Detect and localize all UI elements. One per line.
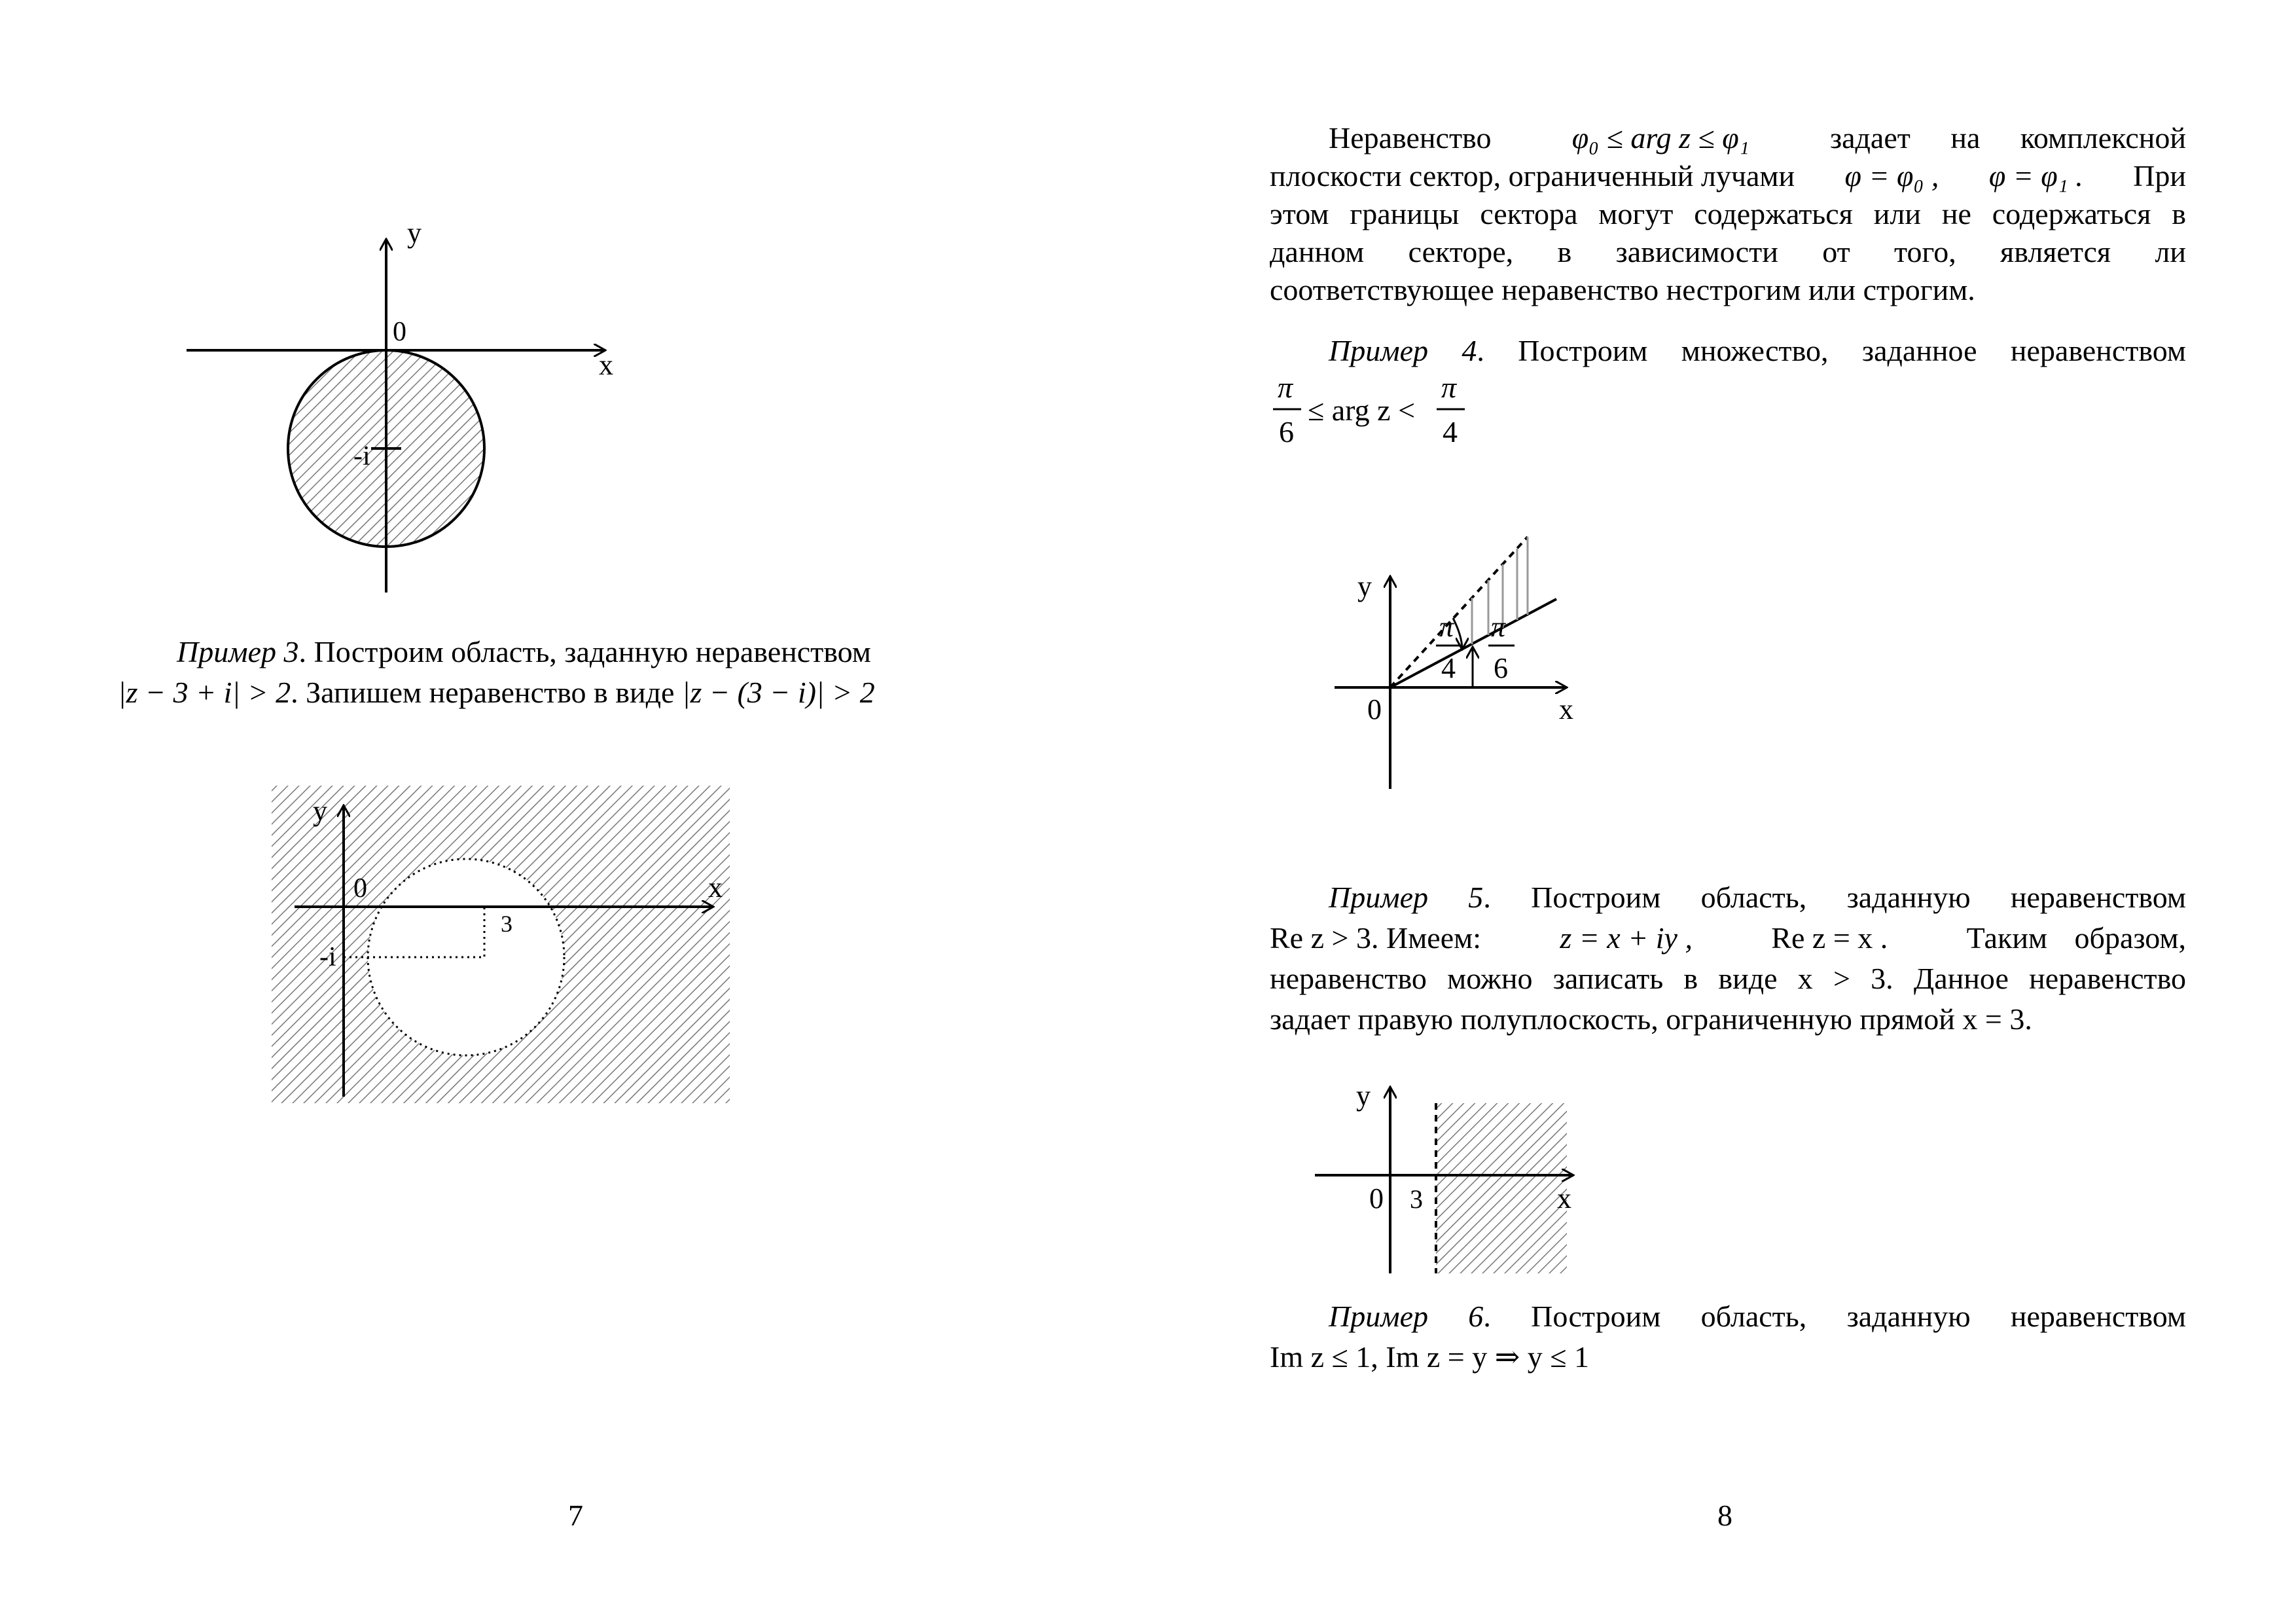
x-label: x — [599, 349, 613, 381]
x-label: x — [708, 871, 723, 903]
origin-label: 0 — [353, 873, 367, 903]
example-3-line2: . Запишем неравенство в виде — [291, 676, 675, 709]
intro-rest1: задает на комплексной — [1829, 121, 2186, 155]
intro-paragraph — [1270, 119, 2186, 309]
example-3-inequality-2: |z − (3 − i)| > 2 — [681, 676, 875, 709]
pi-label-4: π — [1439, 611, 1454, 643]
right-page — [1148, 0, 2296, 1623]
intro-line2a: плоскости сектор, ограниченный лучами — [1270, 159, 1795, 192]
figure-circle-tangent — [177, 223, 635, 602]
example-3-inequality: |z − 3 + i| > 2 — [118, 676, 291, 709]
intro-formula-phi0: φ = φ₀ , — [1844, 159, 1939, 192]
origin-label: 0 — [1367, 693, 1382, 725]
pi-numerator-2: π — [1441, 371, 1457, 404]
pi-numerator-1: π — [1278, 371, 1293, 404]
arg-relation: ≤ arg z < — [1308, 393, 1416, 427]
example-4-label: Пример 4 — [1329, 334, 1477, 367]
intro-line4: данном секторе, в зависимости от того, является ли — [1270, 235, 2186, 268]
example-3-line1: . Построим область, заданную неравенством — [298, 635, 871, 668]
intro-formula: φ₀ ≤ arg z ≤ φ₁ — [1571, 121, 1749, 155]
intro-formula-phi1: φ = φ₁ . — [1988, 159, 2083, 192]
page-number: 8 — [1717, 1499, 1732, 1532]
three-label: 3 — [501, 911, 512, 937]
denominator-four: 4 — [1443, 415, 1458, 448]
page-number: 7 — [568, 1499, 583, 1532]
y-label: y — [313, 795, 327, 827]
example-4-formula — [1270, 370, 1479, 455]
example-4-text — [1270, 331, 2186, 371]
example-5-re: Re z > 3 — [1270, 921, 1371, 955]
denominator-six: 6 — [1279, 415, 1294, 448]
example-6-line1: . Построим область, заданную неравенством — [1483, 1300, 2186, 1333]
six-label: 6 — [1494, 652, 1508, 684]
y-label: y — [1357, 570, 1372, 602]
example-4-line1: . Построим множество, заданное неравенством — [1477, 334, 2186, 367]
origin-label: 0 — [1369, 1182, 1384, 1214]
three-label: 3 — [1410, 1184, 1423, 1214]
example-5-line3: неравенство можно записать в виде x > 3. Данное неравенство — [1270, 962, 2186, 995]
example-6-label: Пример 6 — [1329, 1300, 1484, 1333]
example-5-z: z = x + iy , — [1560, 921, 1693, 955]
example-5-line4: задает правую полуплоскость, ограниченную прямой x = 3. — [1270, 1002, 2032, 1036]
figure-exterior-of-circle — [268, 782, 740, 1110]
hatched-half-plane — [1436, 1103, 1567, 1273]
origin-label: 0 — [393, 317, 406, 347]
intro-word: Неравенство — [1329, 121, 1492, 155]
y-label: y — [1356, 1080, 1371, 1112]
example-6-text — [1270, 1296, 2186, 1377]
example-5-have: . Имеем: — [1371, 921, 1482, 955]
minus-i-label: -i — [319, 942, 336, 972]
example-3-text — [118, 632, 1034, 713]
figure-sector — [1331, 524, 1606, 792]
example-3-label: Пример 3 — [177, 635, 299, 668]
minus-i-label: -i — [353, 441, 370, 471]
x-label: x — [1557, 1182, 1571, 1214]
x-label: x — [1559, 693, 1573, 725]
example-5-thus: Таким образом, — [1966, 921, 2186, 955]
example-5-text — [1270, 877, 2186, 1040]
y-label: y — [407, 223, 422, 249]
intro-line3: этом границы сектора могут содержаться или не содержаться в — [1270, 197, 2186, 230]
example-6-line2: Im z ≤ 1, Im z = y ⇒ y ≤ 1 — [1270, 1340, 1590, 1374]
pi-label-6: π — [1491, 611, 1506, 643]
example-5-label: Пример 5 — [1329, 881, 1484, 914]
example-5-line1: . Построим область, заданную неравенством — [1483, 881, 2186, 914]
intro-line5: соответствующее неравенство нестрогим или строгим. — [1270, 273, 1975, 306]
example-5-rez: Re z = x . — [1771, 921, 1888, 955]
intro-line2b: При — [2133, 159, 2186, 192]
four-label: 4 — [1441, 652, 1456, 684]
figure-half-plane — [1315, 1074, 1616, 1283]
